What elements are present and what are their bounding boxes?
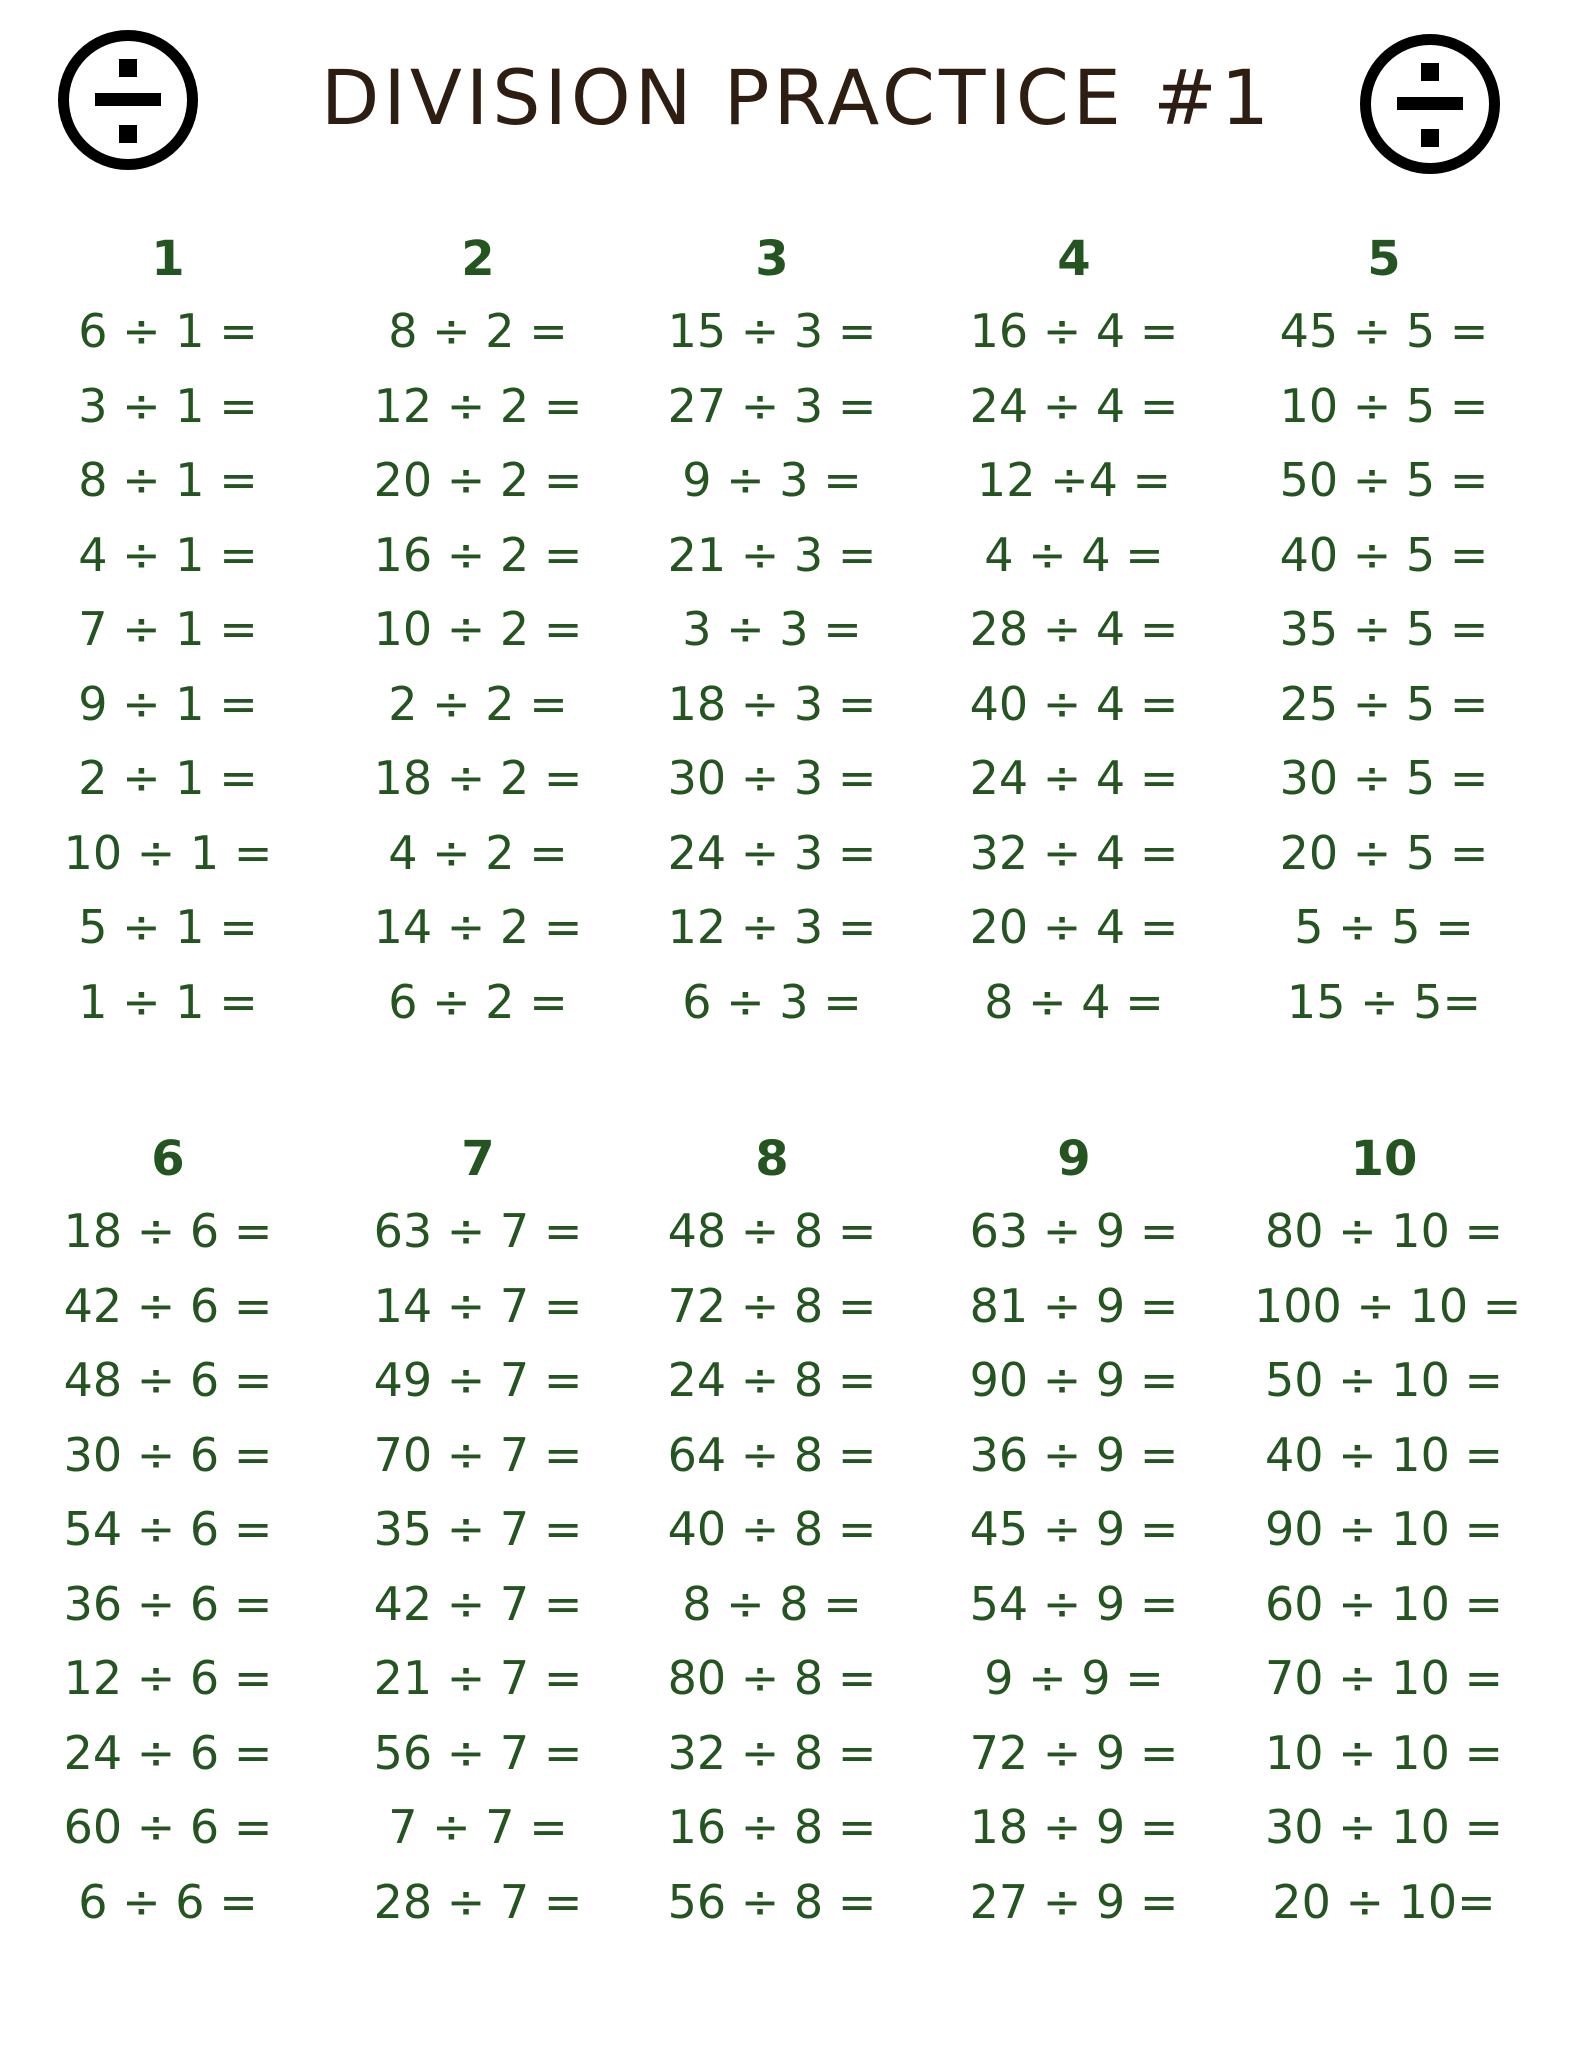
- division-problem: 18 ÷ 6 =: [63, 1204, 273, 1258]
- division-problem: 6 ÷ 6 =: [78, 1874, 258, 1929]
- division-problem: 15 ÷ 5=: [1286, 974, 1482, 1029]
- division-problem: 24 ÷ 4 =: [969, 751, 1179, 805]
- division-problem: 90 ÷ 10 =: [1264, 1502, 1504, 1556]
- division-problem: 3 ÷ 3 =: [682, 602, 862, 656]
- division-problem: 70 ÷ 10 =: [1264, 1651, 1504, 1705]
- division-problem: 7 ÷ 7 =: [388, 1800, 568, 1854]
- column-header: 1: [151, 231, 185, 287]
- column-header: 9: [1057, 1131, 1091, 1187]
- division-problem: 18 ÷ 3 =: [667, 676, 877, 731]
- division-problem: 36 ÷ 9 =: [969, 1427, 1179, 1482]
- division-problem: 3 ÷ 1 =: [78, 378, 258, 433]
- division-problem: 21 ÷ 3 =: [667, 527, 877, 582]
- division-problem: 64 ÷ 8 =: [667, 1427, 877, 1482]
- division-problem: 80 ÷ 8 =: [667, 1651, 877, 1705]
- division-problem: 16 ÷ 4 =: [969, 304, 1179, 358]
- worksheet-header: [0, 0, 1588, 200]
- division-problem: 30 ÷ 10 =: [1264, 1800, 1504, 1854]
- division-problem: 60 ÷ 10 =: [1264, 1576, 1504, 1631]
- division-problem: 12 ÷4 =: [976, 453, 1172, 507]
- division-problem: 4 ÷ 2 =: [388, 825, 568, 880]
- problem-column: [348, 1124, 608, 1939]
- division-problem: 10 ÷ 10 =: [1264, 1725, 1504, 1780]
- division-problem: 72 ÷ 8 =: [667, 1278, 877, 1333]
- division-problem: 30 ÷ 6 =: [63, 1427, 273, 1482]
- division-problem: 81 ÷ 9 =: [969, 1278, 1179, 1333]
- division-problem: 56 ÷ 7 =: [373, 1725, 583, 1780]
- division-problem: 30 ÷ 3 =: [667, 751, 877, 805]
- division-problem: 48 ÷ 8 =: [667, 1204, 877, 1258]
- division-problem: 50 ÷ 10 =: [1264, 1353, 1504, 1407]
- division-problem: 36 ÷ 6 =: [63, 1576, 273, 1631]
- division-problem: 9 ÷ 3 =: [682, 453, 862, 507]
- division-symbol-icon: [1360, 34, 1500, 174]
- division-problem: 40 ÷ 8 =: [667, 1502, 877, 1556]
- column-header: 3: [755, 231, 789, 287]
- division-problem: 28 ÷ 4 =: [969, 602, 1179, 656]
- problem-column: [38, 1124, 298, 1939]
- problem-column: [642, 224, 902, 1039]
- division-problem: 20 ÷ 10=: [1272, 1874, 1496, 1929]
- division-problem: 32 ÷ 4 =: [969, 825, 1179, 880]
- division-problem: 4 ÷ 1 =: [78, 527, 258, 582]
- division-problem: 45 ÷ 9 =: [969, 1502, 1179, 1556]
- division-problem: 40 ÷ 4 =: [969, 676, 1179, 731]
- division-problem: 15 ÷ 3 =: [667, 304, 877, 358]
- column-header: 8: [755, 1131, 789, 1187]
- column-header: 2: [461, 231, 495, 287]
- division-problem: 35 ÷ 7 =: [373, 1502, 583, 1556]
- problem-column: [38, 224, 298, 1039]
- column-header: 4: [1057, 231, 1091, 287]
- division-problem: 6 ÷ 2 =: [388, 974, 568, 1029]
- division-problem: 10 ÷ 1 =: [63, 825, 273, 880]
- problem-column: [1254, 224, 1514, 1039]
- division-problem: 25 ÷ 5 =: [1279, 676, 1489, 731]
- division-problem: 27 ÷ 3 =: [667, 378, 877, 433]
- division-problem: 18 ÷ 9 =: [969, 1800, 1179, 1854]
- division-problem: 28 ÷ 7 =: [373, 1874, 583, 1929]
- division-problem: 56 ÷ 8 =: [667, 1874, 877, 1929]
- division-problem: 54 ÷ 9 =: [969, 1576, 1179, 1631]
- division-problem: 72 ÷ 9 =: [969, 1725, 1179, 1780]
- division-problem: 6 ÷ 3 =: [682, 974, 862, 1029]
- division-problem: 14 ÷ 2 =: [373, 900, 583, 954]
- division-problem: 16 ÷ 2 =: [373, 527, 583, 582]
- division-problem: 2 ÷ 2 =: [388, 676, 568, 731]
- division-problem: 4 ÷ 4 =: [984, 527, 1164, 582]
- division-problem: 5 ÷ 5 =: [1294, 900, 1474, 954]
- division-problem: 10 ÷ 2 =: [373, 602, 583, 656]
- division-problem: 60 ÷ 6 =: [63, 1800, 273, 1854]
- division-problem: 20 ÷ 5 =: [1279, 825, 1489, 880]
- division-problem: 8 ÷ 8 =: [682, 1576, 862, 1631]
- division-problem: 6 ÷ 1 =: [78, 304, 258, 358]
- division-problem: 8 ÷ 4 =: [984, 974, 1164, 1029]
- column-header: 7: [461, 1131, 495, 1187]
- problem-column: [944, 1124, 1204, 1939]
- division-problem: 50 ÷ 5 =: [1279, 453, 1489, 507]
- division-problem: 9 ÷ 9 =: [984, 1651, 1164, 1705]
- division-problem: 42 ÷ 7 =: [373, 1576, 583, 1631]
- division-problem: 45 ÷ 5 =: [1279, 304, 1489, 358]
- division-problem: 42 ÷ 6 =: [63, 1278, 273, 1333]
- division-problem: 24 ÷ 8 =: [667, 1353, 877, 1407]
- page-title: DIVISION PRACTICE #1: [320, 53, 1274, 142]
- division-problem: 40 ÷ 10 =: [1264, 1427, 1504, 1482]
- division-problem: 1 ÷ 1 =: [78, 974, 258, 1029]
- division-problem: 5 ÷ 1 =: [78, 900, 258, 954]
- problem-column: [1254, 1124, 1522, 1939]
- division-problem: 7 ÷ 1 =: [78, 602, 258, 656]
- division-problem: 8 ÷ 1 =: [78, 453, 258, 507]
- division-problem: 48 ÷ 6 =: [63, 1353, 273, 1407]
- division-problem: 20 ÷ 4 =: [969, 900, 1179, 954]
- division-problem: 63 ÷ 7 =: [373, 1204, 583, 1258]
- division-problem: 80 ÷ 10 =: [1264, 1204, 1504, 1258]
- division-problem: 30 ÷ 5 =: [1279, 751, 1489, 805]
- division-problem: 12 ÷ 6 =: [63, 1651, 273, 1705]
- division-problem: 63 ÷ 9 =: [969, 1204, 1179, 1258]
- division-problem: 24 ÷ 6 =: [63, 1725, 273, 1780]
- division-problem: 100 ÷ 10 =: [1254, 1278, 1522, 1333]
- division-problem: 14 ÷ 7 =: [373, 1278, 583, 1333]
- division-problem: 12 ÷ 3 =: [667, 900, 877, 954]
- division-problem: 12 ÷ 2 =: [373, 378, 583, 433]
- division-problem: 70 ÷ 7 =: [373, 1427, 583, 1482]
- column-header: 6: [151, 1131, 185, 1187]
- column-header: 10: [1350, 1131, 1418, 1187]
- problem-column: [642, 1124, 902, 1939]
- division-problem: 35 ÷ 5 =: [1279, 602, 1489, 656]
- division-problem: 40 ÷ 5 =: [1279, 527, 1489, 582]
- division-problem: 18 ÷ 2 =: [373, 751, 583, 805]
- division-problem: 21 ÷ 7 =: [373, 1651, 583, 1705]
- column-header: 5: [1367, 231, 1401, 287]
- division-problem: 32 ÷ 8 =: [667, 1725, 877, 1780]
- division-problem: 54 ÷ 6 =: [63, 1502, 273, 1556]
- division-problem: 8 ÷ 2 =: [388, 304, 568, 358]
- division-problem: 2 ÷ 1 =: [78, 751, 258, 805]
- division-problem: 10 ÷ 5 =: [1279, 378, 1489, 433]
- division-problem: 16 ÷ 8 =: [667, 1800, 877, 1854]
- division-problem: 20 ÷ 2 =: [373, 453, 583, 507]
- division-problem: 27 ÷ 9 =: [969, 1874, 1179, 1929]
- division-problem: 49 ÷ 7 =: [373, 1353, 583, 1407]
- division-problem: 9 ÷ 1 =: [78, 676, 258, 731]
- division-problem: 24 ÷ 3 =: [667, 825, 877, 880]
- division-problem: 24 ÷ 4 =: [969, 378, 1179, 433]
- problem-column: [348, 224, 608, 1039]
- problem-column: [944, 224, 1204, 1039]
- division-problem: 90 ÷ 9 =: [969, 1353, 1179, 1407]
